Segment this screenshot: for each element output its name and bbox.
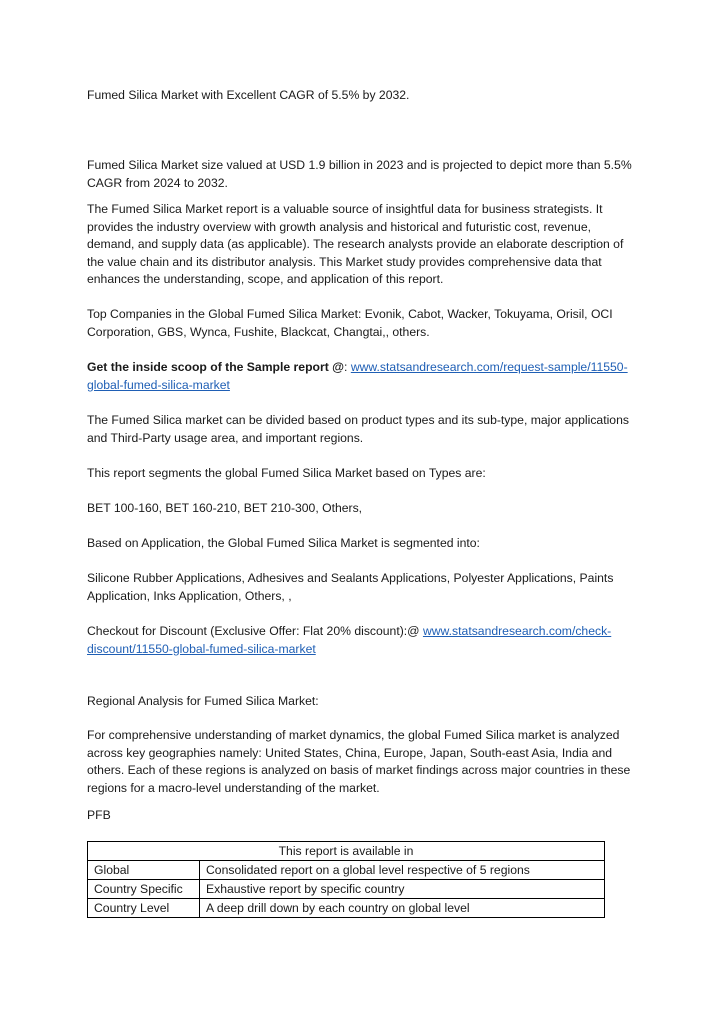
market-summary: Fumed Silica Market size valued at USD 1.9 billion in 2023 and is projected to depict more than 5.5% CAGR from 2024 to 2032. (87, 158, 632, 190)
sample-report-paragraph (87, 359, 637, 394)
table-header-row (88, 842, 605, 861)
intro-paragraph: The Fumed Silica Market report is a valuable source of insightful data for business strategists. It provides the industry overview with growth analysis and historical and futuristic cost, revenue, demand, and supply data (as applicable). The research analysts provide an elaborate description of the value chain and its distributor analysis. This Market study provides comprehensive data that enhances the understanding, scope, and application of this report. (87, 202, 624, 287)
sample-report-label: Get the inside scoop of the Sample report @ (87, 360, 345, 374)
sample-report-link[interactable]: www.statsandresearch.com/request-sample/11550-global-fumed-silica-market (87, 360, 628, 392)
types-list: BET 100-160, BET 160-210, BET 210-300, Others, (87, 501, 363, 515)
availability-table (87, 841, 605, 918)
table-cell-description: A deep drill down by each country on global level (200, 899, 605, 918)
discount-link[interactable]: www.statsandresearch.com/check-discount/11550-global-fumed-silica-market (87, 624, 612, 656)
regional-paragraph: For comprehensive understanding of market dynamics, the global Fumed Silica market is analyzed across key geographies namely: United States, China, Europe, Japan, South-east Asia, India and others. Each of these regions is analyzed on basis of market findings across major countries in these regions for a macro-level understanding of the market. (87, 728, 631, 795)
discount-label: Checkout for Discount (Exclusive Offer: Flat 20% discount):@ (87, 624, 423, 638)
table-header: This report is available in (88, 842, 605, 861)
table-cell-description: Consolidated report on a global level respective of 5 regions (200, 861, 605, 880)
divided-paragraph: The Fumed Silica market can be divided based on product types and its sub-type, major applications and Third-Party usage area, and important regions. (87, 413, 629, 445)
pfb-label: PFB (87, 808, 111, 822)
table-row (88, 880, 605, 899)
sample-separator: : (344, 360, 351, 374)
application-intro: Based on Application, the Global Fumed Silica Market is segmented into: (87, 536, 480, 550)
top-companies-paragraph: Top Companies in the Global Fumed Silica Market: Evonik, Cabot, Wacker, Tokuyama, Orisil, OCI Corporation, GBS, Wynca, Fushite, Blackcat, Changtai,, others. (87, 307, 613, 339)
table-row (88, 899, 605, 918)
applications-list: Silicone Rubber Applications, Adhesives and Sealants Applications, Polyester Applications, Paints Application, Inks Application, Others, , (87, 571, 614, 603)
document-heading: Fumed Silica Market with Excellent CAGR of 5.5% by 2032. (87, 88, 410, 102)
regional-heading: Regional Analysis for Fumed Silica Market: (87, 694, 319, 708)
discount-paragraph (87, 623, 637, 658)
types-intro: This report segments the global Fumed Silica Market based on Types are: (87, 466, 486, 480)
table-cell-scope: Country Specific (88, 880, 200, 899)
table-cell-description: Exhaustive report by specific country (200, 880, 605, 899)
table-cell-scope: Country Level (88, 899, 200, 918)
table-cell-scope: Global (88, 861, 200, 880)
table-row (88, 861, 605, 880)
